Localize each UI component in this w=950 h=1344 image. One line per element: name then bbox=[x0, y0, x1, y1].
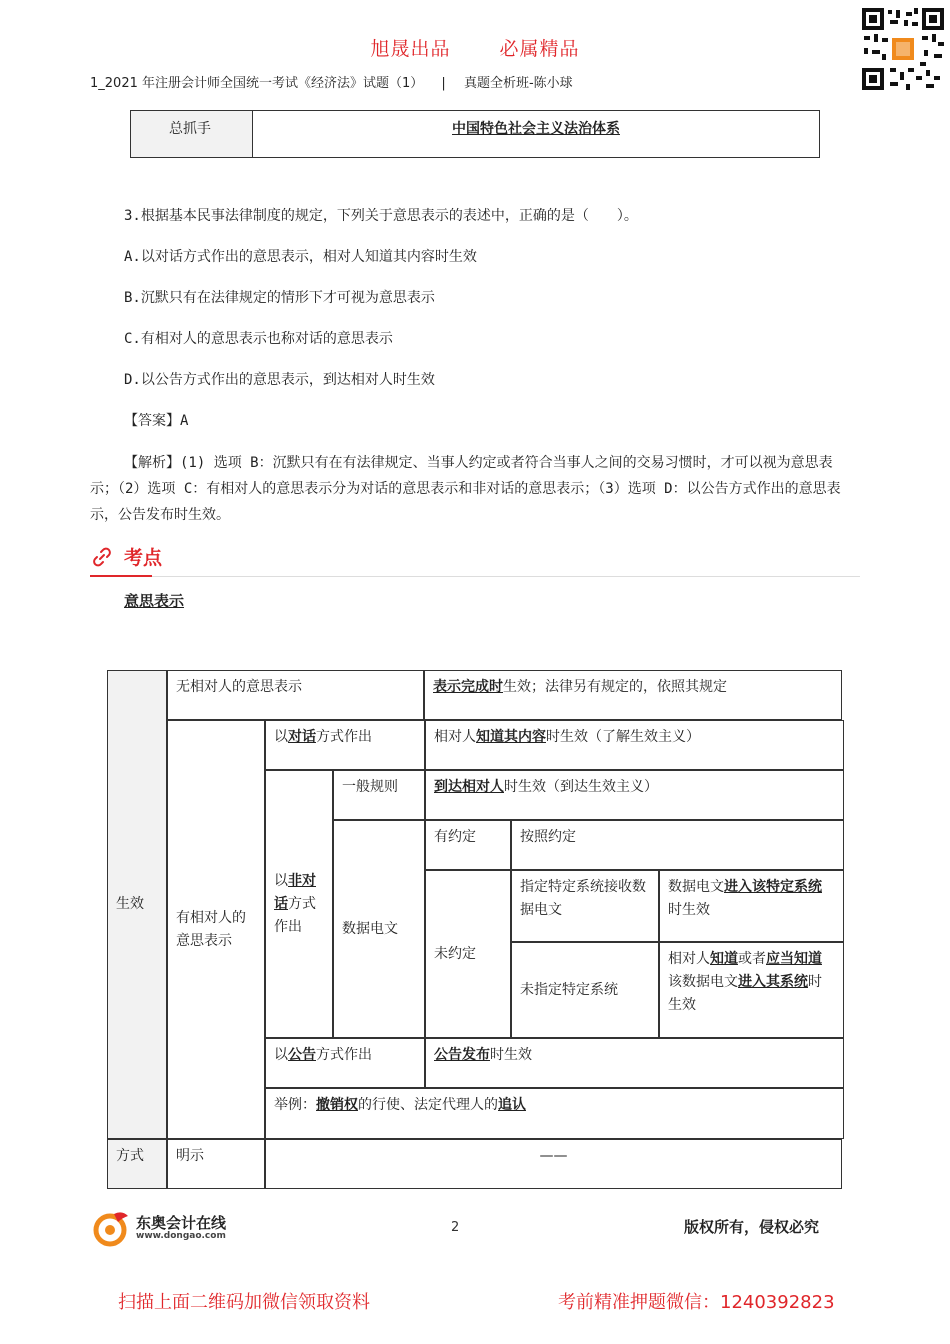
cell-dialog-rule: 相对人知道其内容时生效（了解生效主义） bbox=[425, 720, 844, 770]
cell-explicit-dash: —— bbox=[265, 1139, 842, 1189]
course-separator: | bbox=[441, 76, 446, 91]
topic-title: 意思表示 bbox=[124, 592, 185, 610]
option-d: D.以公告方式作出的意思表示，到达相对人时生效 bbox=[124, 372, 435, 388]
brand-right: 必属精品 bbox=[499, 38, 580, 60]
section-underline-accent bbox=[90, 575, 152, 577]
cell-not-agreed: 未约定 bbox=[425, 870, 511, 1038]
brand-slogan bbox=[0, 34, 950, 61]
answer: 【答案】A bbox=[124, 413, 189, 429]
cell-general-rule-detail: 到达相对人时生效（到达生效主义） bbox=[425, 770, 844, 820]
analysis: 【解析】(1) 选项 B：沉默只有在有法律规定、当事人约定或者符合当事人之间的交易习惯时，才可以视为意思表示；（2）选项 C：有相对人的意思表示分为对话的意思表示和非对话的意思表示；（3）选项 D：以公告方式作出的意思表示，公告发布时生效。 bbox=[90, 455, 841, 523]
cell-explicit: 明示 bbox=[167, 1139, 265, 1189]
section-title: 考点 bbox=[124, 547, 163, 569]
cell-designated-rule: 数据电文进入该特定系统时生效 bbox=[659, 870, 844, 942]
dongao-logo-icon bbox=[92, 1208, 132, 1248]
top-table-label: 总抓手 bbox=[131, 111, 253, 157]
cell-notice: 以公告方式作出 bbox=[265, 1038, 425, 1088]
cell-agreed-rule: 按照约定 bbox=[511, 820, 844, 870]
cell-effect: 生效 bbox=[107, 670, 167, 1139]
top-table bbox=[130, 110, 820, 158]
brand-left: 旭晟出品 bbox=[370, 38, 451, 60]
promo-right: 考前精准押题微信：1240392823 bbox=[558, 1292, 835, 1313]
cell-agreed: 有约定 bbox=[425, 820, 511, 870]
section-header bbox=[92, 543, 162, 570]
cell-no-counterpart-rule: 表示完成时生效；法律另有规定的，依照其规定 bbox=[424, 670, 842, 720]
footer-logo-name: 东奥会计在线 bbox=[136, 1214, 227, 1232]
option-c: C.有相对人的意思表示也称对话的意思表示 bbox=[124, 331, 393, 347]
cell-notice-rule: 公告发布时生效 bbox=[425, 1038, 844, 1088]
footer-logo-url: www.dongao.com bbox=[136, 1231, 226, 1241]
cell-not-designated-rule: 相对人知道或者应当知道该数据电文进入其系统时生效 bbox=[659, 942, 844, 1038]
link-icon bbox=[92, 547, 112, 567]
option-b: B.沉默只有在法律规定的情形下才可视为意思表示 bbox=[124, 290, 435, 306]
cell-not-designated: 未指定特定系统 bbox=[511, 942, 659, 1038]
cell-example: 举例：撤销权的行使、法定代理人的追认 bbox=[265, 1088, 844, 1139]
course-header bbox=[90, 72, 573, 91]
question-stem: 3.根据基本民事法律制度的规定，下列关于意思表示的表述中，正确的是（ ）。 bbox=[124, 208, 638, 224]
top-table-value: 中国特色社会主义法治体系 bbox=[452, 121, 620, 137]
cell-designated: 指定特定系统接收数据电文 bbox=[511, 870, 659, 942]
cell-has-counterpart: 有相对人的意思表示 bbox=[167, 720, 265, 1139]
cell-no-counterpart: 无相对人的意思表示 bbox=[167, 670, 424, 720]
page-number: 2 bbox=[451, 1220, 460, 1235]
section-divider bbox=[152, 576, 860, 577]
cell-general-rule: 一般规则 bbox=[333, 770, 425, 820]
option-a: A.以对话方式作出的意思表示，相对人知道其内容时生效 bbox=[124, 249, 477, 265]
cell-mode: 方式 bbox=[107, 1139, 167, 1189]
promo-left: 扫描上面二维码加微信领取资料 bbox=[118, 1292, 370, 1313]
cell-data-message: 数据电文 bbox=[333, 820, 425, 1038]
cell-dialog: 以对话方式作出 bbox=[265, 720, 425, 770]
course-class: 真题全析班-陈小球 bbox=[463, 76, 573, 91]
copyright: 版权所有，侵权必究 bbox=[684, 1218, 820, 1236]
footer-logo bbox=[92, 1208, 226, 1248]
qr-code-image bbox=[860, 6, 946, 92]
cell-nondialog: 以非对话方式作出 bbox=[265, 770, 333, 1038]
course-title: 1_2021 年注册会计师全国统一考试《经济法》试题（1） bbox=[90, 76, 424, 91]
top-table-value-cell bbox=[253, 111, 819, 157]
